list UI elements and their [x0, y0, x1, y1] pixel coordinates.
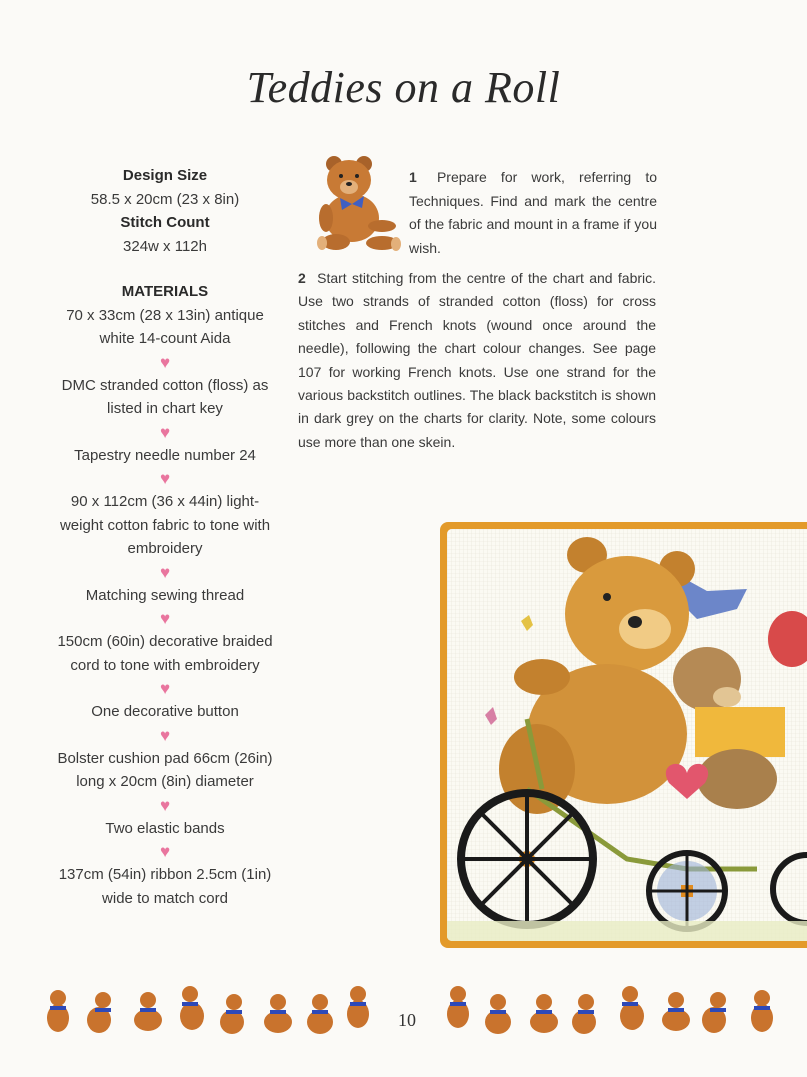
step-2 — [298, 267, 656, 454]
material-item: 90 x 112cm (36 x 44in) light-weight cotton fabric to tone with embroidery — [59, 493, 271, 557]
material-item: Two elastic bands — [105, 819, 225, 837]
teddies-on-bicycle-image — [447, 529, 807, 941]
material-item: One decorative button — [91, 703, 239, 720]
design-size-value: 58.5 x 20cm (23 x 8in) — [90, 190, 240, 208]
stitch-count-value: 324w x 112h — [123, 237, 207, 255]
step-1 — [409, 166, 657, 260]
material-item: 70 x 33cm (28 x 13in) antique white 14-count Aida — [66, 306, 264, 347]
heart-icon: ♥ — [159, 679, 171, 698]
heart-icon: ♥ — [159, 795, 171, 815]
heart-icon: ♥ — [159, 352, 171, 372]
materials-list — [50, 304, 280, 911]
material-item: 137cm (54in) ribbon 2.5cm (1in) wide to match cord — [58, 866, 272, 907]
cross-stitch-photo — [440, 522, 807, 948]
specs-column — [50, 164, 280, 910]
material-item: Matching sewing thread — [85, 586, 245, 604]
stitch-count-label: Stitch Count — [120, 214, 210, 231]
step-2-number: 2 — [298, 270, 306, 286]
stitched-fabric — [447, 529, 807, 941]
heart-icon: ♥ — [159, 469, 171, 488]
materials-heading: MATERIALS — [121, 283, 209, 300]
material-item: DMC stranded cotton (floss) as listed in chart key — [61, 376, 269, 417]
page-number: 10 — [398, 1010, 416, 1030]
material-item: Tapestry needle number 24 — [74, 446, 256, 464]
design-size-label: Design Size — [122, 167, 208, 184]
heart-icon: ♥ — [159, 842, 171, 861]
step-1-text: Prepare for work, referring to Techniques. Find and mark the centre of the fabric and mount in a frame if you wish. — [409, 169, 658, 256]
heart-icon: ♥ — [159, 725, 171, 745]
step-2-text: Start stitching from the centre of the chart and fabric. Use two strands of stranded cotton (floss) for cross stitches and French knots (wound once around the needle), following the chart colour changes. See page 107 for working French knots. Use one strand for the various backstitch outlines. The black backstitch is shown in dark grey on the charts for clarity. Note, some colours use more than one skein. — [298, 270, 657, 450]
heart-icon: ♥ — [159, 562, 171, 582]
teddy-bear-illustration — [312, 152, 404, 252]
heart-icon: ♥ — [159, 609, 171, 628]
material-item: Bolster cushion pad 66cm (26in) long x 20cm (8in) diameter — [57, 749, 273, 790]
material-item: 150cm (60in) decorative braided cord to tone with embroidery — [57, 633, 273, 674]
heart-icon: ♥ — [159, 422, 171, 442]
step-1-number: 1 — [409, 169, 417, 185]
page-title: Teddies on a Roll — [246, 63, 561, 112]
